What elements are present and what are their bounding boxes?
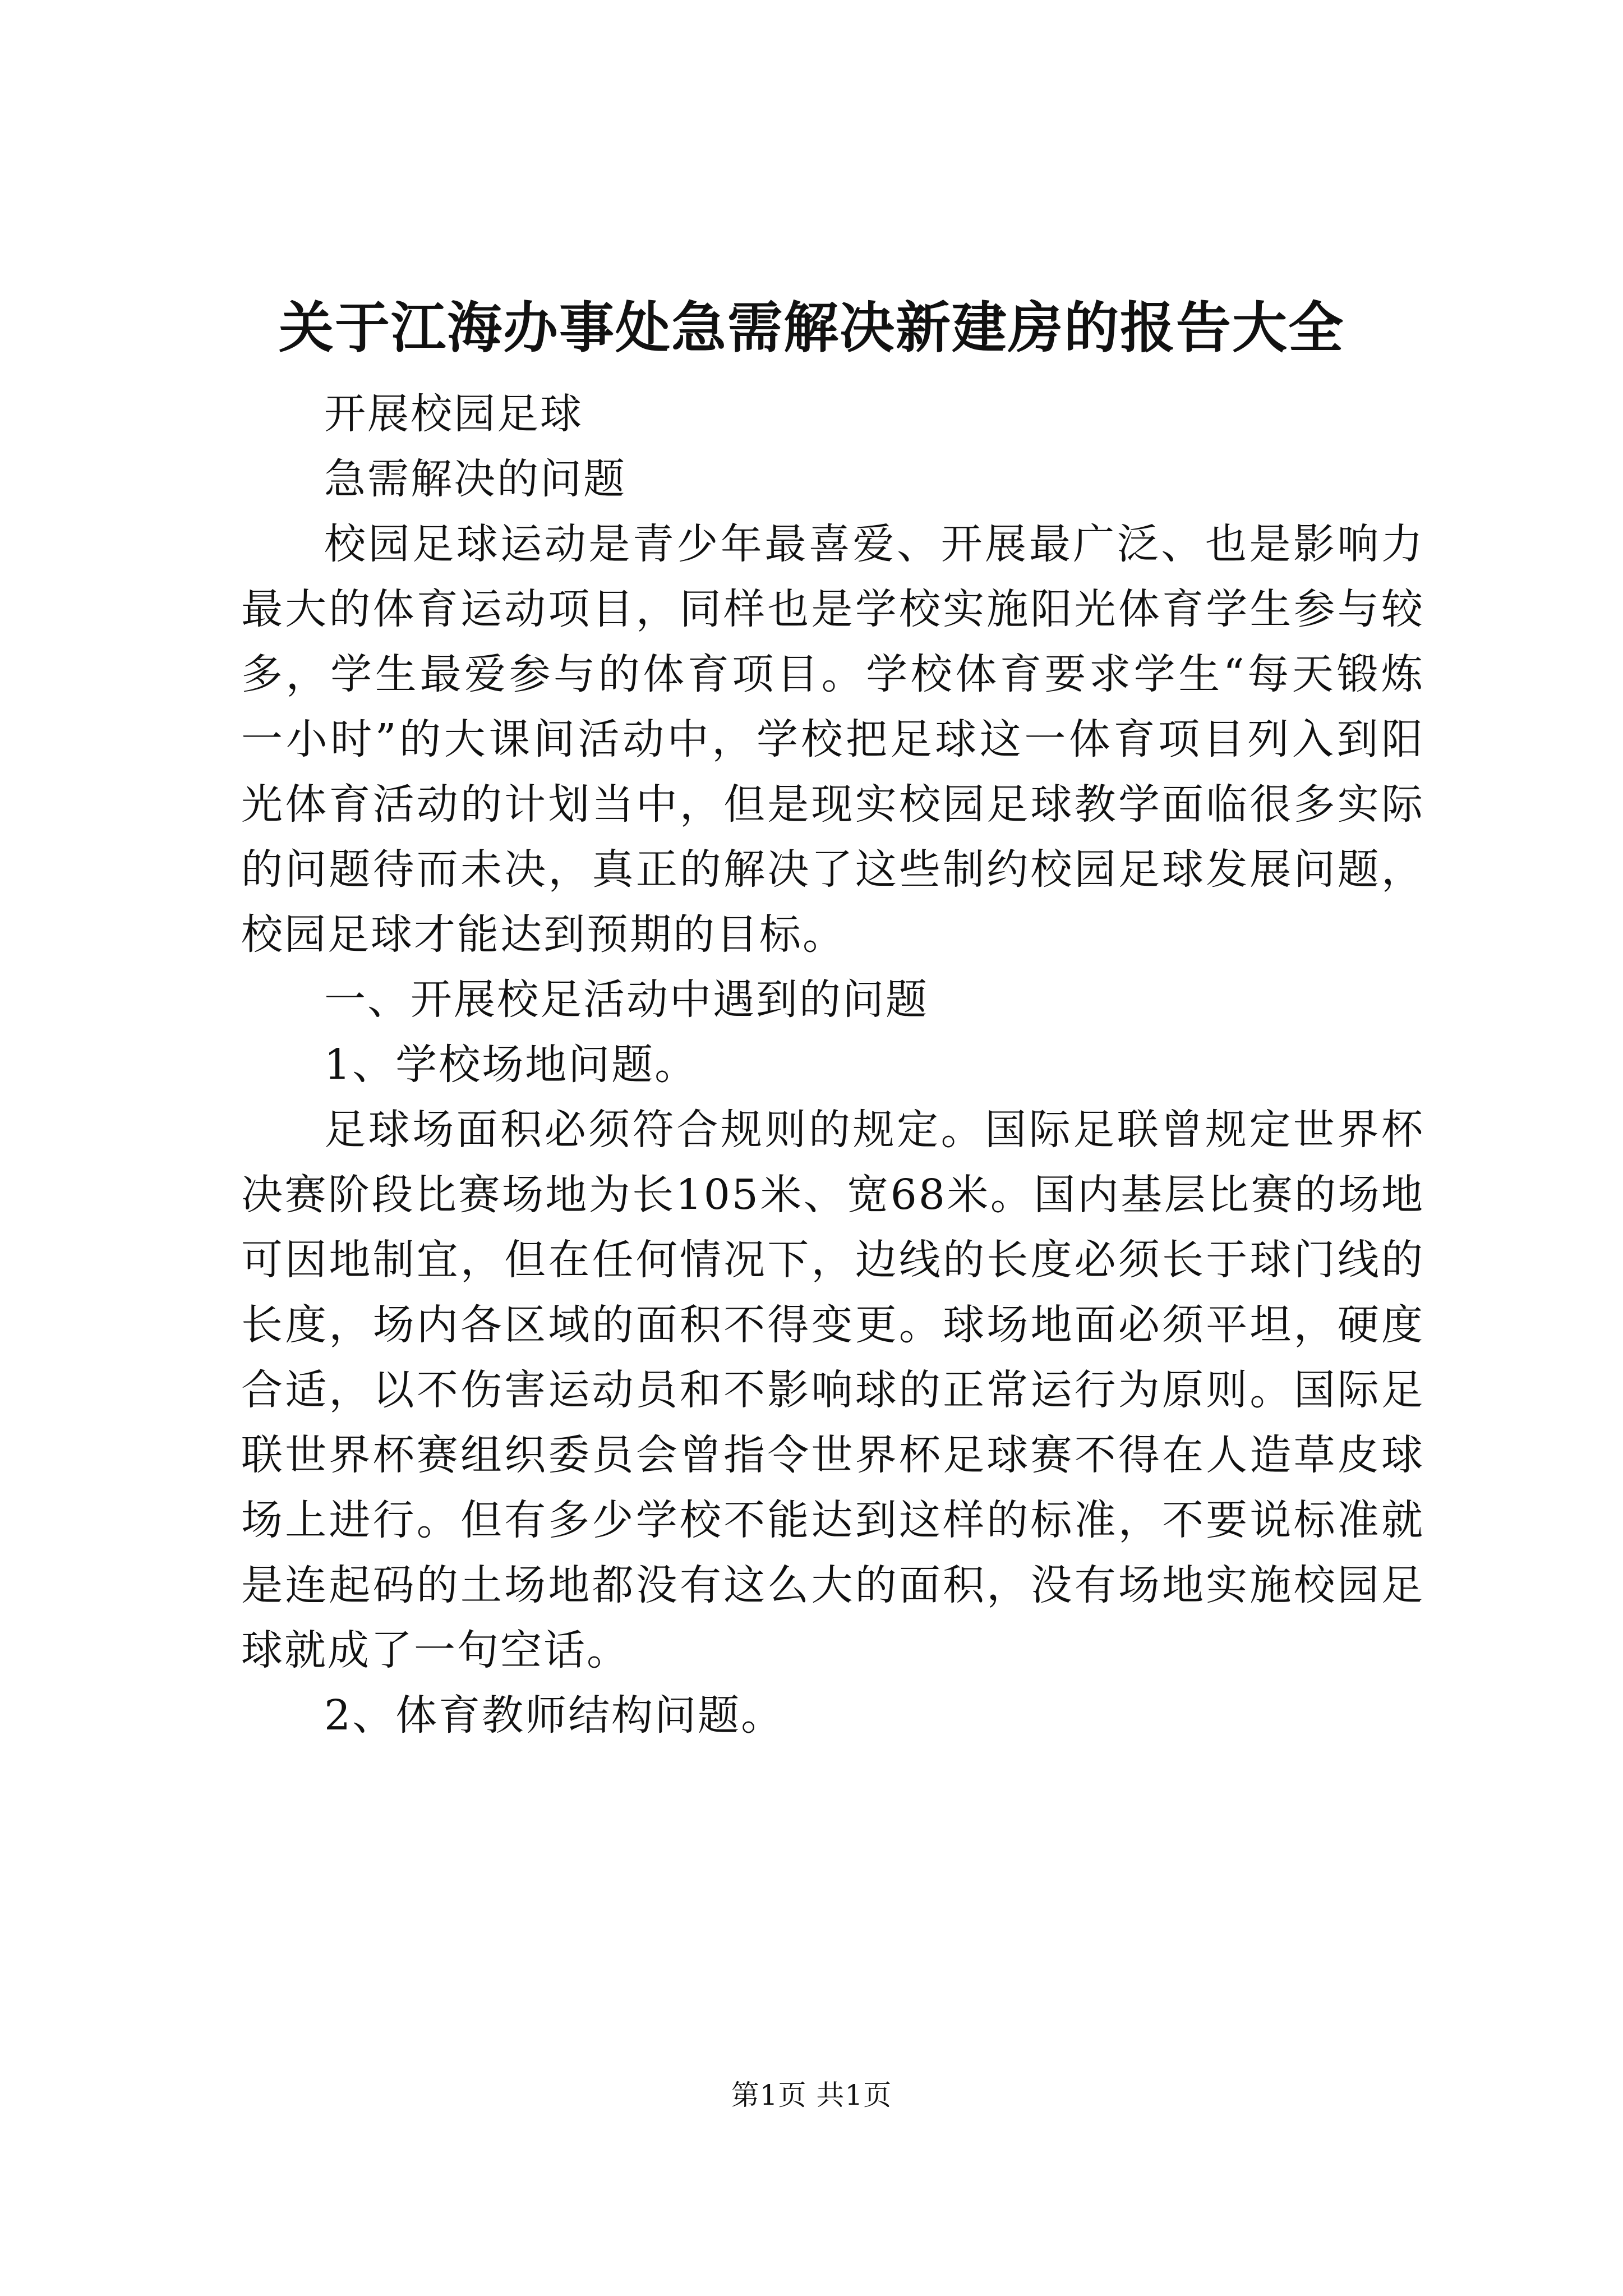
page-footer: 第1页 共1页 — [731, 2079, 892, 2111]
document-body — [241, 381, 1424, 1748]
paragraph-heading-2: 急需解决的问题 — [324, 455, 626, 503]
subsection-heading-1: 1、学校场地问题。 — [324, 1041, 698, 1089]
document-title: 关于江海办事处急需解决新建房的报告大全 — [278, 296, 1344, 360]
paragraph-intro: 校园足球运动是青少年最喜爱、开展最广泛、也是影响力最大的体育运动项目，同样也是学校实施阳光体育学生参与较多，学生最爱参与的体育项目。学校体育要求学生“每天锻炼一小时”的大课间活动中，学校把足球这一体育项目列入到阳光体育活动的计划当中，但是现实校园足球教学面临很多实际的问题待而未决，真正的解决了这些制约校园足球发展问题，校园足球才能达到预期的目标。 — [241, 520, 1424, 959]
subsection-heading-2: 2、体育教师结构问题。 — [324, 1691, 785, 1740]
paragraph-heading-1: 开展校园足球 — [324, 390, 583, 438]
section-heading: 一、开展校足活动中遇到的问题 — [324, 976, 929, 1024]
paragraph-field-issue: 足球场面积必须符合规则的规定。国际足联曾规定世界杯决赛阶段比赛场地为长105米、宽68米。国内基层比赛的场地可因地制宜，但在任何情况下，边线的长度必须长于球门线的长度，场内各区域的面积不得变更。球场地面必须平坦，硬度合适，以不伤害运动员和不影响球的正常运行为原则。国际足联世界杯赛组织委员会曾指令世界杯足球赛不得在人造草皮球场上进行。但有多少学校不能达到这样的标准，不要说标准就是连起码的土场地都没有这么大的面积，没有场地实施校园足球就成了一句空话。 — [241, 1106, 1424, 1674]
